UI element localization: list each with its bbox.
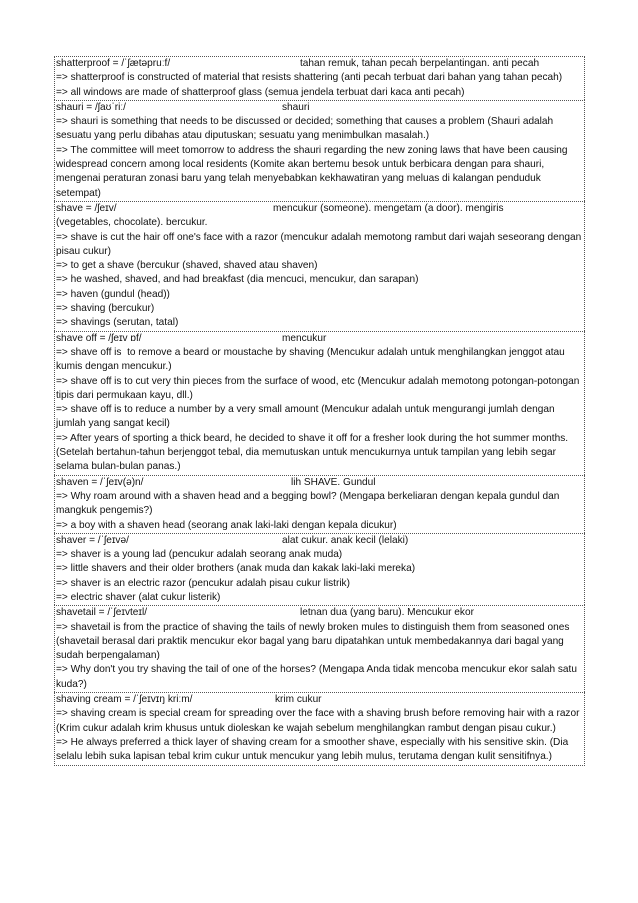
entry-header xyxy=(55,606,584,620)
entry-term: shaver = /ˈʃeɪvə/ xyxy=(56,534,129,546)
entry-line: => shavings (serutan, tatal) xyxy=(56,317,179,329)
entry-header xyxy=(55,57,584,71)
entry-header xyxy=(55,476,584,490)
entry-line: => he washed, shaved, and had breakfast (dia mencuci, mencukur, dan sarapan) xyxy=(56,274,419,286)
entry-shave xyxy=(54,201,585,331)
entry-meaning: krim cukur xyxy=(275,694,322,706)
entry-line: => Why roam around with a shaven head and a begging bowl? (Mengapa berkeliaran dengan kepala gundul dan mangkuk pengemis?) xyxy=(56,490,563,517)
dictionary-document xyxy=(54,56,585,766)
entry-term: shaven = /ˈʃeɪv(ə)n/ xyxy=(56,476,144,488)
entry-meaning: mencukur (someone). mengetam (a door). mengiris xyxy=(273,202,504,214)
entry-header xyxy=(55,534,584,548)
entry-meaning: alat cukur. anak kecil (lelaki) xyxy=(282,534,409,546)
entry-shatterproof xyxy=(54,56,585,100)
entry-line: => a boy with a shaven head (seorang anak laki-laki dengan kepala dicukur) xyxy=(56,519,397,531)
entry-line: => shauri is something that needs to be discussed or decided; something that causes a problem (Shauri adalah sesuatu yang perlu dibahas atau diputuskan; sesuatu yang menimbulkan masalah.) xyxy=(56,116,556,142)
entry-line: => little shavers and their older brothers (anak muda dan kakak laki-laki mereka) xyxy=(56,563,416,575)
entry-shaver xyxy=(54,533,585,605)
entry-line: => The committee will meet tomorrow to address the shauri regarding the new zoning laws that have been causing widespread concern among local residents (Komite akan bertemu besok untuk berbicara dengan para shauri, mengenai peraturan zonasi baru yang telah menyebabkan kekhawatiran yang meluas di kalangan penduduk setempat) xyxy=(56,144,571,199)
entry-line: => electric shaver (alat cukur listerik) xyxy=(56,591,221,603)
entry-line: => haven (gundul (head)) xyxy=(56,288,170,300)
entry-line: => Why don't you try shaving the tail of one of the horses? (Mengapa Anda tidak mencoba mencukur ekor salah satu kuda?) xyxy=(56,664,580,690)
entry-line: => shave is cut the hair off one's face with a razor (mencukur adalah memotong rambut dari wajah seseorang dengan pisau cukur) xyxy=(56,231,585,257)
entry-line: => shaving (bercukur) xyxy=(56,303,155,315)
entry-line: (vegetables, chocolate). bercukur. xyxy=(56,217,208,229)
entry-header xyxy=(55,101,584,115)
entry-shavetail xyxy=(54,605,585,692)
entry-term: shauri = /ʃaʊˈriː/ xyxy=(56,101,126,113)
entry-meaning: lih SHAVE. Gundul xyxy=(291,476,376,488)
entry-term: shatterproof = /ˈʃætəpruːf/ xyxy=(56,58,171,69)
entry-shaven xyxy=(54,475,585,533)
entry-line: => He always preferred a thick layer of shaving cream for a smoother shave, especially with his sensitive skin. (Dia selalu lebih suka lapisan tebal krim cukur untuk mencukur yang lebih mulus, terutama dengan kulit sensitifnya.) xyxy=(56,736,572,763)
entry-meaning: letnan dua (yang baru). Mencukur ekor xyxy=(300,607,474,619)
entry-shave-off xyxy=(54,331,585,475)
entry-meaning: tahan remuk, tahan pecah berpelantingan. anti pecah xyxy=(300,58,540,69)
entry-line: => all windows are made of shatterproof glass (semua jendela terbuat dari kaca anti pecah) xyxy=(56,86,465,98)
entry-line: => shave off is to remove a beard or moustache by shaving (Mencukur adalah untuk menghilangkan jenggot atau kumis dengan mencukur.) xyxy=(56,346,568,373)
entry-header xyxy=(55,202,584,216)
entry-term: shavetail = /ˈʃeɪvteɪl/ xyxy=(56,607,148,619)
entry-term: shave = /ʃeɪv/ xyxy=(56,202,117,214)
entry-line: => shave off is to reduce a number by a very small amount (Mencukur adalah untuk mengurangi jumlah dengan jumlah yang sangat kecil) xyxy=(56,404,558,430)
entry-header xyxy=(55,693,584,707)
entry-line: => shaver is a young lad (pencukur adalah seorang anak muda) xyxy=(56,549,343,561)
entry-line: => shaving cream is special cream for spreading over the face with a shaving brush before removing hair with a razor (Krim cukur adalah krim khusus untuk dioleskan ke wajah sebelum menghilangkan rambut dengan pisau cukur.) xyxy=(56,708,583,734)
entry-line: => shave off is to cut very thin pieces from the surface of wood, etc (Mencukur adalah memotong potongan-potongan tipis dari permukaan kayu, dll.) xyxy=(56,375,583,401)
entry-line: => shatterproof is constructed of material that resists shattering (anti pecah terbuat dari bahan yang tahan pecah) xyxy=(56,72,563,84)
entry-header xyxy=(55,332,584,346)
entry-term: shave off = /ʃeɪv ɒf/ xyxy=(56,332,142,344)
entry-line: => shaver is an electric razor (pencukur adalah pisau cukur listrik) xyxy=(56,577,350,589)
entry-shauri xyxy=(54,100,585,201)
entry-meaning: mencukur xyxy=(282,332,327,344)
entry-line: => shavetail is from the practice of shaving the tails of newly broken mules to distinguish them from seasoned ones (shavetail berasal dari praktik mencukur ekor bagal yang baru dipatahkan untuk membedakannya dari bagal yang sudah berpengalaman) xyxy=(56,621,573,662)
entry-line: => to get a shave (bercukur (shaved, shaved atau shaven) xyxy=(56,260,318,272)
entry-shaving-cream xyxy=(54,692,585,765)
entry-line: => After years of sporting a thick beard, he decided to shave it off for a fresher look during the hot summer months. (Setelah bertahun-tahun berjenggot tebal, dia memutuskan untuk mencukurnya untuk tampilan yang lebih segar selama bulan-bulan panas.) xyxy=(56,432,571,473)
entry-term: shaving cream = /ˈʃeɪvɪŋ kriːm/ xyxy=(56,694,193,706)
entry-meaning: shauri xyxy=(282,101,310,113)
